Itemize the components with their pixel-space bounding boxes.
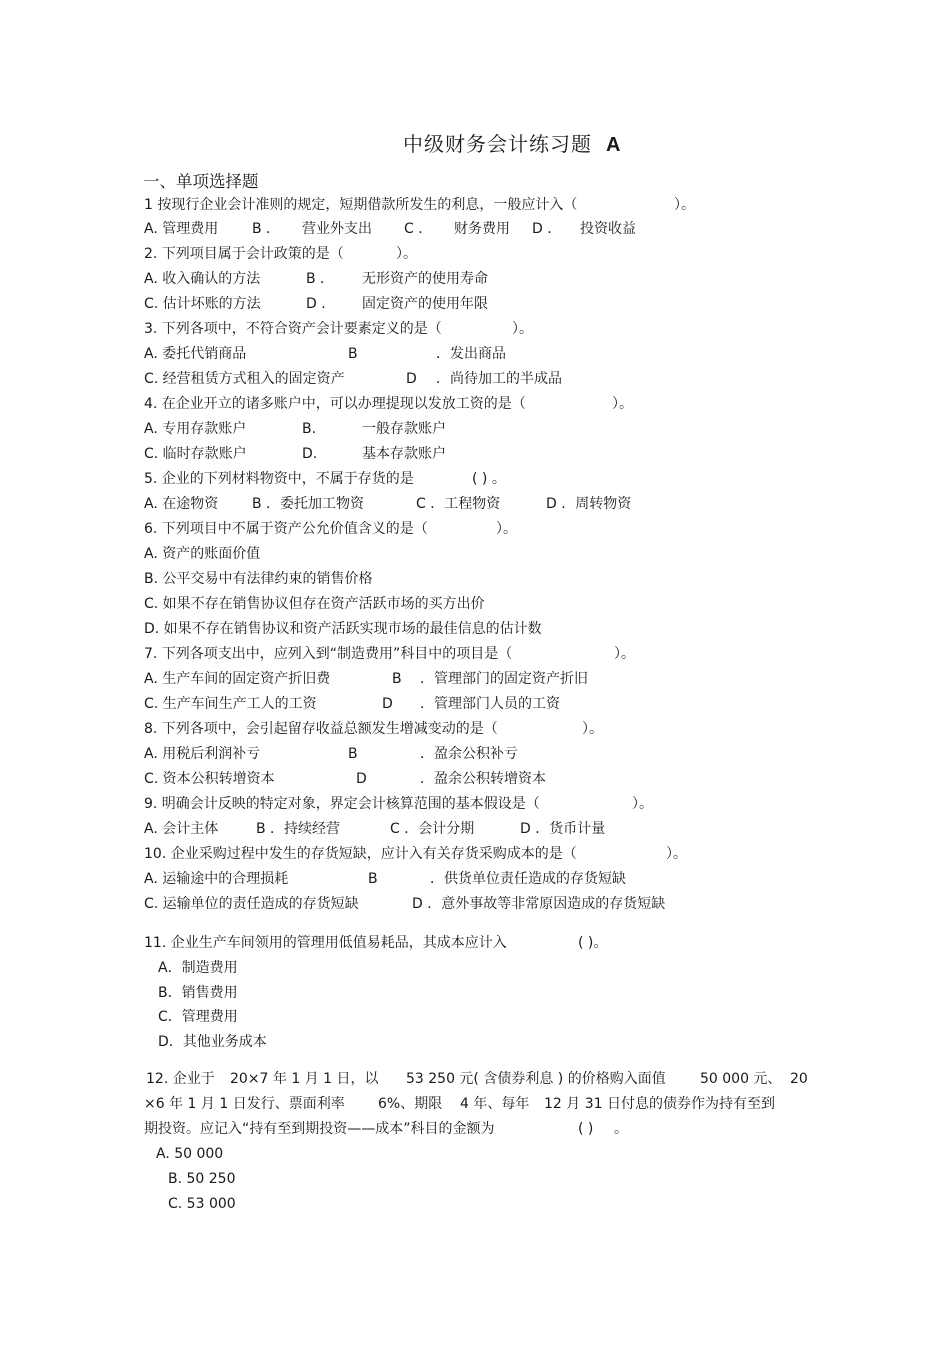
text-line-6-seg-1: 3. 下列各项中，不符合资产会计要素定义的是（ xyxy=(144,321,442,337)
text-line-2-seg-5: 财务费用 xyxy=(454,221,510,237)
page-title-suffix: A xyxy=(606,134,622,156)
text-line-28-seg-2: B xyxy=(368,871,378,887)
text-line-2-seg-1: A. 管理费用 xyxy=(144,221,219,237)
text-line-18-seg-1: D. 如果不存在销售协议和资产活跃实现市场的最佳信息的估计数 xyxy=(144,621,542,637)
text-line-1-seg-1: 1 按现行企业会计准则的规定，短期借款所发生的利息，一般应计入（ xyxy=(144,197,578,213)
text-line-5-seg-1: C. 估计坏账的方法 xyxy=(144,296,261,312)
text-line-2-seg-7: 投资收益 xyxy=(580,221,636,237)
text-line-19-seg-1: 7. 下列各项支出中，应列入到“制造费用”科目中的项目是（ xyxy=(144,646,513,662)
text-line-28-seg-1: A. 运输途中的合理损耗 xyxy=(144,871,289,887)
text-line-3-seg-2: ）。 xyxy=(396,246,417,262)
text-line-26-seg-3: C ．会计分期 xyxy=(390,821,475,837)
text-line-14-seg-2: ）。 xyxy=(496,521,517,537)
text-line-12-seg-2: ( ) 。 xyxy=(472,471,506,487)
text-line-36-seg-3: 4 年、每年 xyxy=(460,1096,530,1112)
text-line-35-seg-4: 50 000 元、 xyxy=(700,1071,782,1087)
text-line-7-seg-3: ．发出商品 xyxy=(436,346,506,362)
text-line-38-seg-1: A. 50 000 xyxy=(156,1146,224,1162)
text-line-17-seg-1: C. 如果不存在销售协议但存在资产活跃市场的买方出价 xyxy=(144,596,485,612)
text-line-39-seg-1: B. 50 250 xyxy=(168,1171,236,1187)
text-line-2-seg-4: C ． xyxy=(404,221,433,237)
text-line-13-seg-2: B ．委托加工物资 xyxy=(252,496,365,512)
text-line-11-seg-2: D. xyxy=(302,446,318,462)
text-line-22-seg-2: ）。 xyxy=(582,721,603,737)
text-line-10-seg-2: B. xyxy=(302,421,317,437)
text-line-26-seg-1: A. 会计主体 xyxy=(144,821,219,837)
page-title-text: 中级财务会计练习题 xyxy=(403,132,592,156)
text-line-24-seg-1: C. 资本公积转增资本 xyxy=(144,771,275,787)
text-line-34-seg-1: D．其他业务成本 xyxy=(158,1034,267,1050)
text-line-36-seg-2: 6%、期限 xyxy=(378,1096,443,1112)
text-line-20-seg-2: B xyxy=(392,671,402,687)
text-line-30-seg-1: 11. 企业生产车间领用的管理用低值易耗品，其成本应计入 xyxy=(144,935,507,951)
text-line-10-seg-1: A. 专用存款账户 xyxy=(144,421,247,437)
text-line-25-seg-1: 9. 明确会计反映的特定对象，界定会计核算范围的基本假设是（ xyxy=(144,796,540,812)
text-line-8-seg-1: C. 经营租赁方式租入的固定资产 xyxy=(144,371,345,387)
text-line-37-seg-2: ( ) xyxy=(578,1121,594,1137)
text-line-7-seg-2: B xyxy=(348,346,358,362)
text-line-19-seg-2: ）。 xyxy=(614,646,635,662)
text-line-37-seg-1: 期投资。应记入“持有至到期投资——成本”科目的金额为 xyxy=(144,1121,495,1137)
page-title xyxy=(403,128,621,157)
text-line-26-seg-4: D ．货币计量 xyxy=(520,821,606,837)
text-line-16-seg-1: B. 公平交易中有法律约束的销售价格 xyxy=(144,571,373,587)
text-line-8-seg-2: D xyxy=(406,371,417,387)
text-line-35-seg-2: 20×7 年 1 月 1 日，以 xyxy=(230,1071,379,1087)
text-line-36-seg-1: ×6 年 1 月 1 日发行、票面利率 xyxy=(144,1096,345,1112)
text-line-25-seg-2: ）。 xyxy=(632,796,653,812)
text-line-20-seg-3: ．管理部门的固定资产折旧 xyxy=(420,671,588,687)
section-heading: 一、单项选择题 xyxy=(143,172,259,191)
text-line-5-seg-2: D ． xyxy=(306,296,336,312)
text-line-4-seg-1: A. 收入确认的方法 xyxy=(144,271,261,287)
text-line-2-seg-3: 营业外支出 xyxy=(302,221,372,237)
text-line-35-seg-3: 53 250 元( 含债券利息 ) 的价格购入面值 xyxy=(406,1071,666,1087)
text-line-24-seg-2: D xyxy=(356,771,367,787)
text-line-32-seg-1: B．销售费用 xyxy=(158,985,238,1001)
text-line-3-seg-1: 2. 下列项目属于会计政策的是（ xyxy=(144,246,344,262)
text-line-13-seg-3: C ．工程物资 xyxy=(416,496,501,512)
text-line-28-seg-3: ．供货单位责任造成的存货短缺 xyxy=(430,871,626,887)
text-line-11-seg-3: 基本存款账户 xyxy=(362,446,446,462)
text-line-27-seg-2: ）。 xyxy=(666,846,687,862)
text-line-12-seg-1: 5. 企业的下列材料物资中，不属于存货的是 xyxy=(144,471,414,487)
text-line-13-seg-1: A. 在途物资 xyxy=(144,496,219,512)
text-line-24-seg-3: ．盈余公积转增资本 xyxy=(420,771,546,787)
text-line-13-seg-4: D ．周转物资 xyxy=(546,496,632,512)
text-line-2-seg-6: D ． xyxy=(532,221,562,237)
text-line-29-seg-1: C. 运输单位的责任造成的存货短缺 xyxy=(144,896,359,912)
text-line-21-seg-1: C. 生产车间生产工人的工资 xyxy=(144,696,317,712)
text-line-26-seg-2: B ．持续经营 xyxy=(256,821,341,837)
text-line-37-seg-3: 。 xyxy=(614,1121,628,1137)
text-line-8-seg-3: ．尚待加工的半成品 xyxy=(436,371,562,387)
text-line-27-seg-1: 10. 企业采购过程中发生的存货短缺，应计入有关存货采购成本的是（ xyxy=(144,846,577,862)
text-line-11-seg-1: C. 临时存款账户 xyxy=(144,446,247,462)
text-line-14-seg-1: 6. 下列项目中不属于资产公允价值含义的是（ xyxy=(144,521,428,537)
text-line-22-seg-1: 8. 下列各项中，会引起留存收益总额发生增减变动的是（ xyxy=(144,721,498,737)
text-line-23-seg-3: ．盈余公积补亏 xyxy=(420,746,518,762)
text-line-33-seg-1: C．管理费用 xyxy=(158,1009,238,1025)
text-line-2-seg-2: B ． xyxy=(252,221,281,237)
text-line-30-seg-2: ( )。 xyxy=(578,935,608,951)
text-line-7-seg-1: A. 委托代销商品 xyxy=(144,346,247,362)
text-line-4-seg-2: B ． xyxy=(306,271,335,287)
text-line-31-seg-1: A．制造费用 xyxy=(158,960,238,976)
text-line-23-seg-1: A. 用税后利润补亏 xyxy=(144,746,261,762)
text-line-15-seg-1: A. 资产的账面价值 xyxy=(144,546,261,562)
text-line-20-seg-1: A. 生产车间的固定资产折旧费 xyxy=(144,671,331,687)
text-line-21-seg-2: D xyxy=(382,696,393,712)
text-line-23-seg-2: B xyxy=(348,746,358,762)
text-line-1-seg-2: ）。 xyxy=(674,197,695,213)
text-line-10-seg-3: 一般存款账户 xyxy=(362,421,446,437)
text-line-9-seg-1: 4. 在企业开立的诸多账户中，可以办理提现以发放工资的是（ xyxy=(144,396,526,412)
text-line-40-seg-1: C. 53 000 xyxy=(168,1196,236,1212)
text-line-35-seg-5: 20 xyxy=(790,1071,808,1087)
text-line-35-seg-1: 12. 企业于 xyxy=(146,1071,215,1087)
text-line-36-seg-4: 12 月 31 日付息的债券作为持有至到 xyxy=(544,1096,775,1112)
text-line-29-seg-2: D ．意外事故等非常原因造成的存货短缺 xyxy=(412,896,666,912)
text-line-5-seg-3: 固定资产的使用年限 xyxy=(362,296,488,312)
text-line-21-seg-3: ．管理部门人员的工资 xyxy=(420,696,560,712)
text-line-4-seg-3: 无形资产的使用寿命 xyxy=(362,271,488,287)
text-line-9-seg-2: ）。 xyxy=(612,396,633,412)
text-line-6-seg-2: ）。 xyxy=(512,321,533,337)
